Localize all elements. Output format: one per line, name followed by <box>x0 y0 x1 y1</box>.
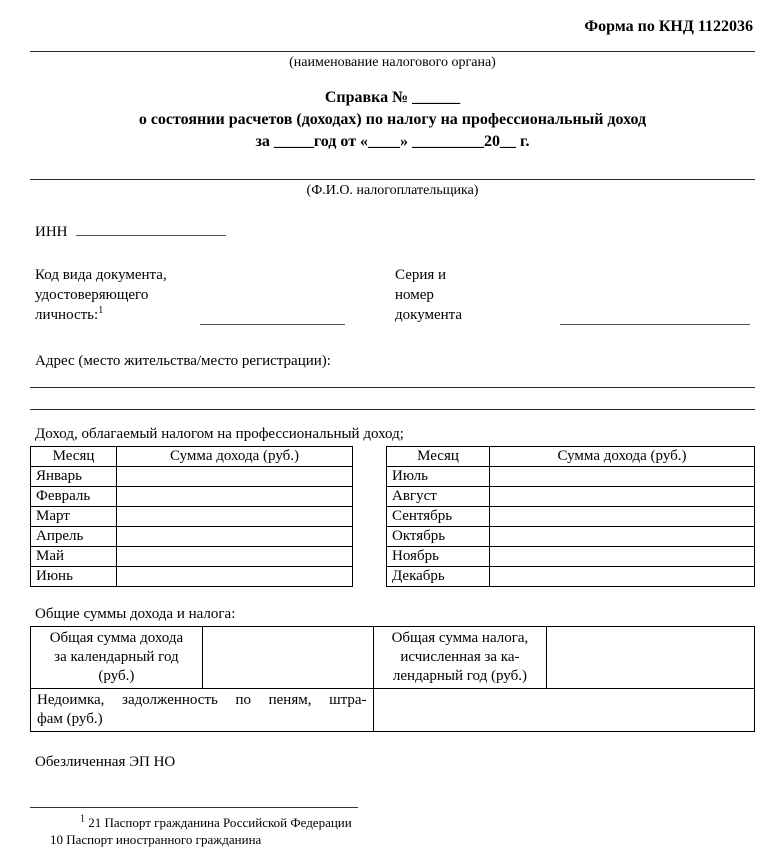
amount-cell <box>117 467 353 487</box>
inn-row <box>30 222 755 241</box>
address-fill-line-2 <box>30 409 755 410</box>
address-fill-line-1 <box>30 387 755 388</box>
amount-cell <box>117 487 353 507</box>
form-code-label: Форма по КНД 1122036 <box>584 18 753 35</box>
month-cell: Апрель <box>31 527 117 547</box>
totals-table <box>30 626 755 732</box>
amount-cell <box>490 487 755 507</box>
table-row <box>31 547 353 567</box>
title-line-number: Справка № ______ <box>324 89 461 106</box>
doc-code-label-line: личность:$^1$ <box>35 305 104 323</box>
amount-cell <box>117 527 353 547</box>
income-table-first-half <box>30 446 353 587</box>
month-cell: Июнь <box>31 567 117 587</box>
doc-code-label <box>35 265 167 325</box>
amount-cell <box>117 547 353 567</box>
inn-fill-line <box>76 222 226 236</box>
doc-code-label-line: Код вида документа, <box>35 267 167 283</box>
electronic-signature-label: Обезличенная ЭП НО <box>35 754 176 770</box>
month-cell: Октябрь <box>387 527 490 547</box>
amount-cell <box>490 467 755 487</box>
amount-column-header: Сумма дохода (руб.) <box>490 447 755 467</box>
month-cell: Ноябрь <box>387 547 490 567</box>
doc-code-fill-line <box>200 311 345 325</box>
amount-column-header: Сумма дохода (руб.) <box>117 447 353 467</box>
totals-row-sums <box>31 627 755 689</box>
footnote-item: 10 Паспорт иностранного гражданина <box>50 832 262 847</box>
totals-row-arrears <box>31 689 755 732</box>
table-row <box>387 527 755 547</box>
total-tax-label-cell: Общая сумма налога, исчисленная за ка- лендарный год (руб.) <box>373 627 547 689</box>
month-column-header: Месяц <box>31 447 117 467</box>
table-row <box>387 567 755 587</box>
table-row <box>31 467 353 487</box>
income-section-heading: Доход, облагаемый налогом на профессиональный доход; <box>35 426 404 442</box>
table-row <box>387 507 755 527</box>
doc-code-label-line: удостоверяющего <box>35 287 149 303</box>
taxpayer-name-caption: (Ф.И.О. налогоплательщика) <box>306 183 479 198</box>
identity-document-row <box>30 265 755 327</box>
table-row <box>31 487 353 507</box>
doc-series-label-line: номер <box>395 287 434 303</box>
month-cell: Февраль <box>31 487 117 507</box>
footnote-marker: 1 <box>80 813 85 825</box>
month-column-header: Месяц <box>387 447 490 467</box>
total-income-value-cell <box>202 627 373 689</box>
table-header-row <box>387 447 755 467</box>
month-cell: Март <box>31 507 117 527</box>
amount-cell <box>490 547 755 567</box>
amount-cell <box>490 527 755 547</box>
table-row <box>31 527 353 547</box>
amount-cell <box>117 507 353 527</box>
inn-label: ИНН <box>35 224 68 240</box>
table-row <box>387 467 755 487</box>
month-cell: Август <box>387 487 490 507</box>
tax-authority-caption: (наименование налогового органа) <box>289 55 496 70</box>
arrears-value-cell <box>373 689 754 732</box>
address-label: Адрес (место жительства/место регистрации): <box>35 353 331 369</box>
doc-series-fill-line <box>560 311 750 325</box>
income-table-second-half <box>386 446 755 587</box>
amount-cell <box>490 567 755 587</box>
footnotes <box>30 814 755 848</box>
amount-cell <box>490 507 755 527</box>
footnote-marker: 1 <box>98 305 104 316</box>
total-income-label-cell: Общая сумма дохода за календарный год (руб.) <box>31 627 203 689</box>
amount-cell <box>117 567 353 587</box>
footnote-item: $^1$ 21 Паспорт гражданина Российской Федерации <box>80 813 352 830</box>
table-row <box>31 507 353 527</box>
title-line-date: за _____год от «____» _________20__ г. <box>255 133 530 150</box>
title-line-subject: о состоянии расчетов (доходах) по налогу на профессиональный доход <box>138 111 647 128</box>
tax-authority-fill-line <box>30 51 755 52</box>
month-cell: Май <box>31 547 117 567</box>
table-row <box>387 487 755 507</box>
month-cell: Январь <box>31 467 117 487</box>
arrears-label-cell: Недоимка, задолженность по пеням, штра- фам (руб.) <box>31 689 374 732</box>
month-cell: Декабрь <box>387 567 490 587</box>
footnote-separator-line <box>30 807 358 808</box>
totals-section-heading: Общие суммы дохода и налога: <box>35 606 236 622</box>
month-cell: Сентябрь <box>387 507 490 527</box>
table-row <box>31 567 353 587</box>
total-tax-value-cell <box>547 627 755 689</box>
doc-series-label-line: документа <box>395 307 463 323</box>
taxpayer-name-fill-line <box>30 179 755 180</box>
doc-series-label-line: Серия и <box>395 267 447 283</box>
document-title <box>30 87 755 153</box>
table-header-row <box>31 447 353 467</box>
month-cell: Июль <box>387 467 490 487</box>
doc-series-label <box>395 265 462 325</box>
table-row <box>387 547 755 567</box>
monthly-income-tables <box>30 446 755 587</box>
